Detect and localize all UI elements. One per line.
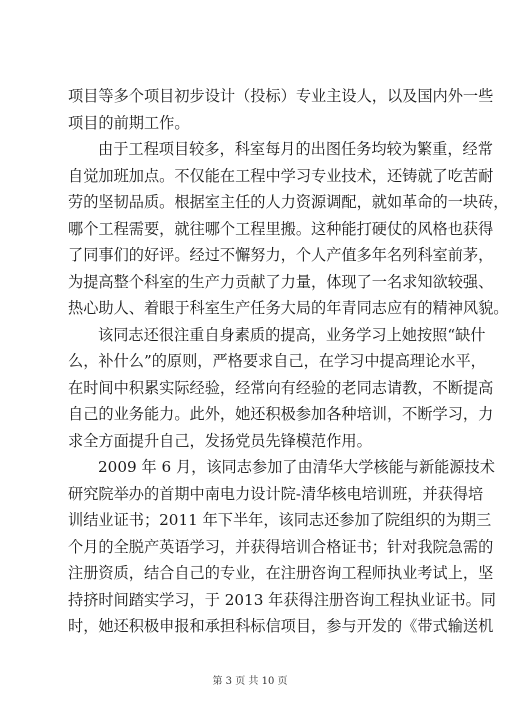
- document-body: [68, 83, 508, 640]
- text-line: 项目的前期工作。: [68, 113, 190, 132]
- text-line: 由于工程项目较多，科室每月的出图任务均较为繁重，经常: [98, 140, 493, 158]
- text-line: 自觉加班加点。不仅能在工程中学习专业技术，还铸就了吃苦耐: [68, 166, 494, 185]
- text-line: 在时间中积累实际经验，经常向有经验的老同志请教，不断提高: [68, 378, 494, 397]
- page-footer: 第 3 页 共 10 页: [212, 676, 288, 687]
- text-line: 为提高整个科室的生产力贡献了力量，体现了一名求知欲较强、: [68, 272, 494, 291]
- text-line: 研究院举办的首期中南电力设计院-清华核电培训班，并获得培: [68, 484, 484, 503]
- text-line: 劳的坚韧品质。根据室主任的人力资源调配，就如革命的一块砖，: [68, 193, 508, 211]
- text-line: 热心助人、着眼于科室生产任务大局的年青同志应有的精神风貌。: [68, 299, 508, 317]
- text-line: 时，她还积极申报和承担科标信项目，参与开发的《带式输送机: [68, 617, 494, 635]
- text-line: 持挤时间踏实学习，于 2013 年获得注册咨询工程执业证书。同: [68, 590, 496, 609]
- text-line: 训结业证书；2011 年下半年，该同志还参加了院组织的为期三: [68, 511, 492, 529]
- text-line: 求全方面提升自己，发扬党员先锋模范作用。: [68, 431, 372, 450]
- text-line: 么，补什么”的原则，严格要求自己，在学习中提高理论水平，: [68, 352, 486, 370]
- text-line: 2009 年 6 月，该同志参加了由清华大学核能与新能源技术: [98, 458, 495, 476]
- text-line: 项目等多个项目初步设计（投标）专业主设人，以及国内外一些: [68, 87, 494, 105]
- text-line: 自己的业务能力。此外，她还积极参加各种培训，不断学习，力: [68, 405, 494, 423]
- text-line: 注册资质，结合自己的专业，在注册咨询工程师执业考试上，坚: [68, 564, 494, 582]
- text-line: 哪个工程需要，就往哪个工程里搬。这种能打硬仗的风格也获得: [68, 219, 494, 238]
- text-line: 个月的全脱产英语学习，并获得培训合格证书；针对我院急需的: [68, 537, 494, 556]
- text-line: 该同志还很注重自身素质的提高，业务学习上她按照“缺什: [98, 325, 486, 344]
- text-line: 了同事们的好评。经过不懈努力，个人产值多年名列科室前茅，: [68, 246, 494, 264]
